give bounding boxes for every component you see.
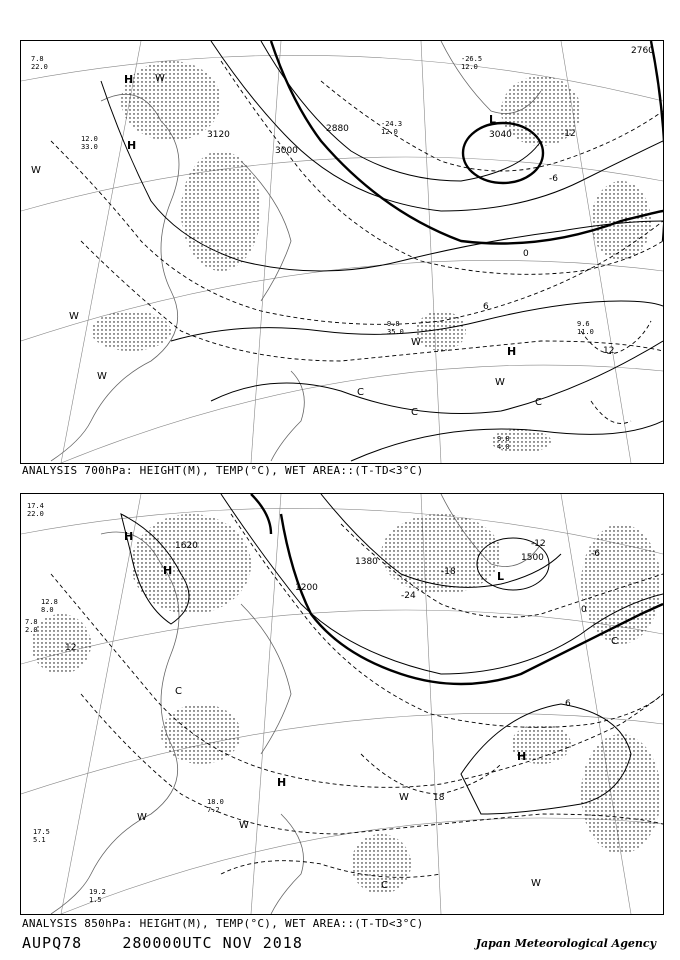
high-pressure-center: H [507, 345, 517, 358]
height-label: 1620 [175, 541, 198, 551]
high-pressure-center: H [124, 530, 134, 543]
station-label: 9.8 35.0 [387, 320, 404, 336]
height-label: 1500 [521, 553, 544, 563]
map-panel-700hpa [20, 40, 664, 464]
warm-marker: W [531, 878, 541, 889]
cold-marker: C [175, 686, 182, 697]
map-700hpa-svg [21, 41, 663, 463]
high-pressure-center: H [517, 750, 527, 763]
station-label: 17.4 22.0 [27, 502, 44, 518]
temp-label: -12 [531, 539, 546, 549]
warm-marker: W [137, 812, 147, 823]
temp-label: 6 [565, 699, 571, 709]
agency-name: Japan Meteorological Agency [475, 937, 656, 950]
station-label: 18.0 7.2 [207, 798, 224, 814]
station-label: 12.0 33.0 [81, 135, 98, 151]
height-label: 1200 [295, 583, 318, 593]
map-850hpa-svg [21, 494, 663, 914]
chart-id: AUPQ78 [22, 934, 83, 952]
temp-label: 12 [65, 643, 77, 653]
temp-label: -12 [561, 129, 576, 139]
temp-label: -18 [441, 567, 456, 577]
cold-marker: C [357, 387, 364, 398]
analysis-timestamp: 280000UTC NOV 2018 [122, 934, 303, 952]
station-label: 9.8 4.0 [497, 435, 510, 451]
chart-id-timestamp [22, 934, 303, 952]
station-label: 9.6 11.0 [577, 320, 594, 336]
warm-marker: W [97, 371, 107, 382]
temp-label: 18 [433, 793, 445, 803]
station-label: -24.3 12.0 [381, 120, 403, 136]
station-label: 12.8 8.0 [41, 598, 58, 614]
warm-marker: W [411, 337, 421, 348]
cold-marker: C [381, 880, 388, 891]
temp-label: -24 [401, 591, 416, 601]
station-label: 17.5 5.1 [33, 828, 50, 844]
cold-marker: C [411, 407, 418, 418]
caption-850hpa: ANALYSIS 850hPa: HEIGHT(M), TEMP(°C), WET AREA::(T-TD<3°C) [22, 917, 424, 930]
caption-700hpa: ANALYSIS 700hPa: HEIGHT(M), TEMP(°C), WET AREA::(T-TD<3°C) [22, 464, 424, 477]
thermal-markers [31, 73, 542, 418]
temp-label: 12 [603, 346, 615, 356]
low-pressure-center: L [497, 570, 505, 583]
map-panel-850hpa [20, 493, 664, 915]
station-label: 19.2 1.5 [89, 888, 106, 904]
warm-marker: W [239, 820, 249, 831]
temp-label: 6 [483, 302, 489, 312]
temp-label: -6 [549, 174, 558, 184]
height-label: 2880 [326, 124, 349, 134]
warm-marker: W [69, 311, 79, 322]
warm-marker: W [495, 377, 505, 388]
high-pressure-center: H [277, 776, 287, 789]
wet-areas [91, 61, 651, 453]
temp-label: 0 [581, 605, 587, 615]
warm-marker: W [155, 73, 165, 84]
height-label: 3000 [275, 146, 298, 156]
warm-marker: W [399, 792, 409, 803]
station-label: -26.5 12.0 [461, 55, 483, 71]
station-label: 7.8 22.0 [31, 55, 48, 71]
height-label: 2760 [631, 46, 654, 56]
height-label: 3120 [207, 130, 230, 140]
high-pressure-center: H [127, 139, 137, 152]
height-label: 1380 [355, 557, 378, 567]
low-pressure-center: L [489, 113, 497, 126]
temp-label: -6 [591, 549, 600, 559]
height-label: 3040 [489, 130, 512, 140]
cold-marker: C [611, 636, 618, 647]
warm-marker: W [31, 165, 41, 176]
temp-label: 0 [523, 249, 529, 259]
station-label: 7.8 2.0 [25, 618, 38, 634]
cold-marker: C [535, 397, 542, 408]
high-pressure-center: H [163, 564, 173, 577]
high-pressure-center: H [124, 73, 134, 86]
